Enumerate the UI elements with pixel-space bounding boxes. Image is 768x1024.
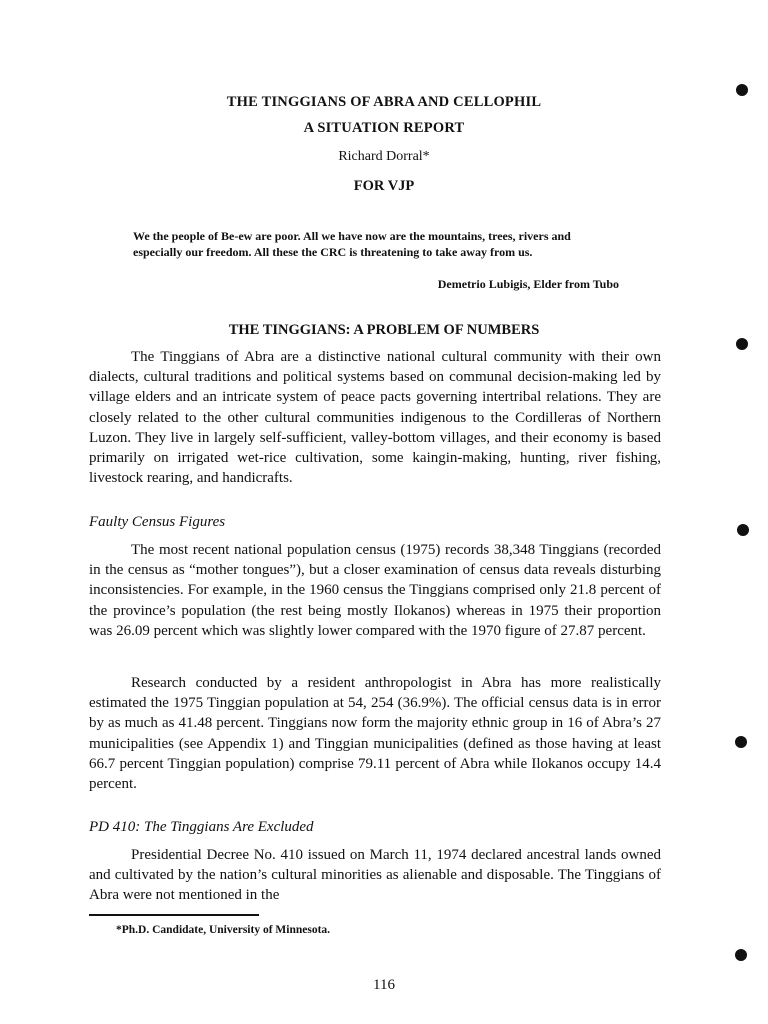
punch-hole-mark	[735, 949, 747, 961]
punch-hole-mark	[735, 736, 747, 748]
paragraph-research	[89, 673, 661, 794]
paragraph-text: Presidential Decree No. 410 issued on March 11, 1974 declared ancestral lands owned and cultivated by the nation’s cultural minorities as alienable and disposable. The Tinggians of Abra were not mentioned in the	[89, 847, 661, 904]
paragraph-intro	[89, 347, 661, 488]
epigraph-quote: We the people of Be-ew are poor. All we have now are the mountains, trees, rivers and especially our freedom. All these the CRC is threatening to take away from us.	[133, 229, 571, 259]
epigraph-attribution: Demetrio Lubigis, Elder from Tubo	[437, 277, 619, 291]
page-number: 116	[373, 977, 395, 993]
punch-hole-mark	[737, 524, 749, 536]
footnote-divider	[89, 914, 259, 916]
paragraph-text: The most recent national population census (1975) records 38,348 Tinggians (recorded in the census as “mother tongues”), but a closer examination of census data reveals disturbing inconsistencies. For example, in the 1960 census the Tinggians comprised only 21.8 percent of the province’s population (the rest being mostly Ilokanos) whereas in 1975 their proportion was 26.09 percent which was slightly lower compared with the 1970 figure of 27.87 percent.	[89, 542, 661, 639]
subheading-pd410: PD 410: The Tinggians Are Excluded	[89, 819, 314, 835]
paragraph-text: Research conducted by a resident anthropologist in Abra has more realistically estimated the 1975 Tinggian population at 54, 254 (36.9%). The official census data is in error by as much as 41.48 percent. Tinggians now form the majority ethnic group in 16 of Abra’s 27 municipalities (see Appendix 1) and Tinggian municipalities (defined as those having at least 66.7 percent Tinggian population) comprise 79.11 percent of Abra while Ilokanos occupy 14.4 percent.	[89, 675, 661, 793]
dedication: FOR VJP	[353, 178, 415, 194]
paragraph-pd410	[89, 845, 661, 906]
title-line-2: A SITUATION REPORT	[303, 120, 465, 136]
author: Richard Dorral*	[338, 149, 430, 164]
footnote: *Ph.D. Candidate, University of Minnesota.	[116, 924, 331, 936]
section-heading: THE TINGGIANS: A PROBLEM OF NUMBERS	[228, 322, 540, 338]
paragraph-text: The Tinggians of Abra are a distinctive national cultural community with their own dialects, cultural traditions and political systems based on communal decision-making led by village elders and an intricate system of peace pacts governing intertribal relations. They are closely related to the other cultural communities indigenous to the Cordilleras of Northern Luzon. They live in largely self-sufficient, valley-bottom villages, and their economy is based primarily on irrigated wet-rice cultivation, some kaingin-making, hunting, river fishing, livestock rearing, and handicrafts.	[89, 349, 661, 487]
punch-hole-mark	[736, 338, 748, 350]
subheading-faulty-census: Faulty Census Figures	[89, 514, 226, 530]
title-line-1: THE TINGGIANS OF ABRA AND CELLOPHIL	[226, 94, 542, 110]
punch-hole-mark	[736, 84, 748, 96]
paragraph-census	[89, 540, 661, 641]
